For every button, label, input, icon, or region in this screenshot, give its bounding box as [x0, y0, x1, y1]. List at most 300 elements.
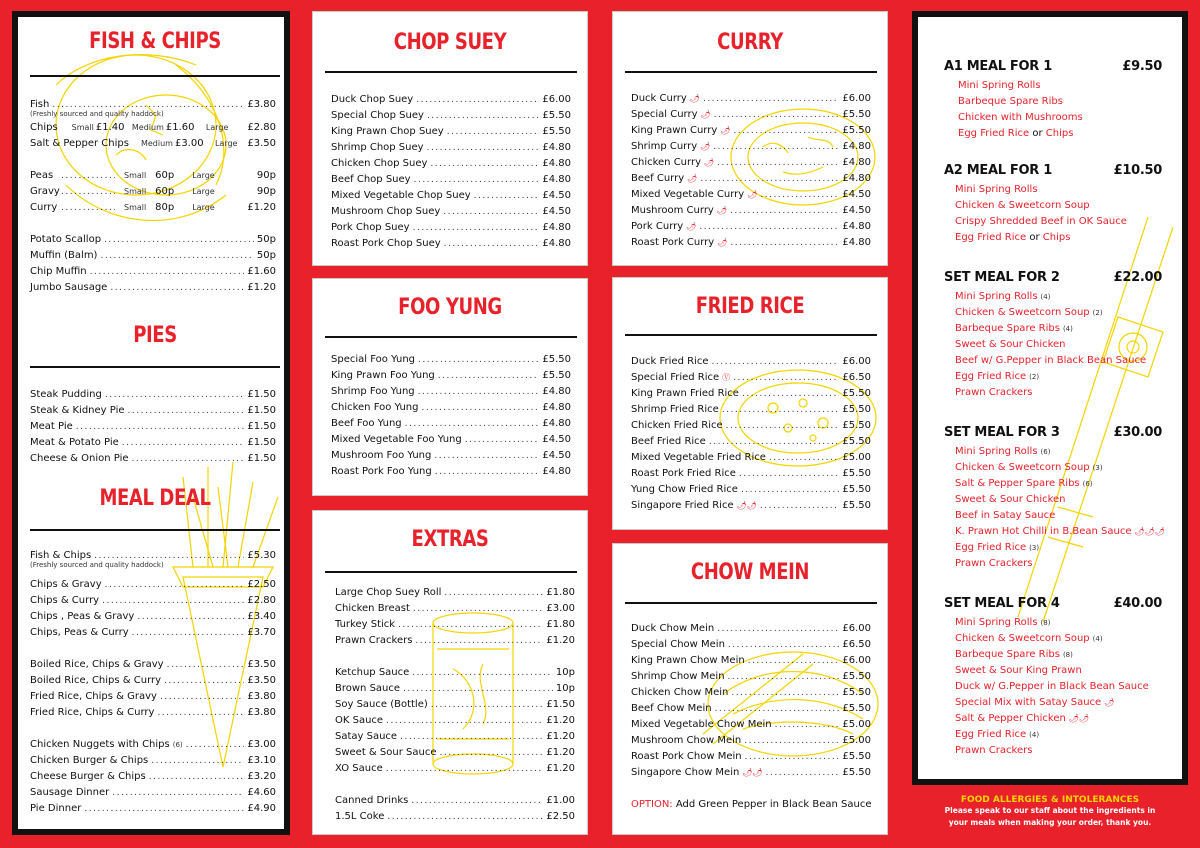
- menu-row: [331, 172, 571, 188]
- item-price: £4.80: [542, 238, 571, 249]
- item-price: £3.10: [247, 755, 276, 766]
- item-name: Shrimp Chow Mein: [631, 671, 725, 682]
- leader-dots: [151, 753, 244, 769]
- leader-dots: [157, 705, 244, 721]
- leader-dots: [90, 264, 245, 280]
- leader-dots: [137, 609, 244, 625]
- menu-row: [331, 140, 571, 156]
- pies-list: [30, 387, 276, 467]
- leader-dots: [398, 617, 543, 633]
- item-name: Duck Chop Suey: [331, 94, 414, 105]
- leader-dots: [431, 697, 544, 713]
- leader-dots: [435, 464, 540, 480]
- menu-row: [335, 681, 575, 697]
- item-name: Beef Curry: [631, 173, 685, 184]
- leader-dots: [386, 713, 543, 729]
- curry-list: [631, 91, 871, 251]
- meal-item-name: Barbeque Spare Ribs: [955, 649, 1060, 660]
- leader-dots: [444, 585, 543, 601]
- item-price: £5.00: [842, 452, 871, 463]
- item-name: Yung Chow Fried Rice: [631, 484, 738, 495]
- item-name: Fish & Chips: [30, 550, 92, 561]
- menu-row: [631, 370, 871, 386]
- leader-dots: [733, 370, 839, 386]
- item-name: Brown Sauce: [335, 683, 401, 694]
- leader-dots: [110, 280, 244, 296]
- item-name: Mushroom Chow Mein: [631, 735, 742, 746]
- item-price: £5.50: [542, 370, 571, 381]
- menu-row: [30, 120, 276, 136]
- item-price: £5.50: [842, 687, 871, 698]
- menu-row: [335, 697, 575, 713]
- item-name: Potato Scallop: [30, 234, 102, 245]
- leader-dots: [715, 701, 840, 717]
- meal-item-count: (3): [1029, 544, 1040, 552]
- item-price: £4.80: [842, 221, 871, 232]
- leader-dots: [438, 368, 540, 384]
- chop-suey-rule: [325, 71, 577, 73]
- item-name: Fried Rice, Chips & Curry: [30, 707, 155, 718]
- item-price: 90p: [256, 186, 276, 197]
- item-price: £4.50: [842, 189, 871, 200]
- item-name: Ketchup Sauce: [335, 667, 410, 678]
- menu-row: [30, 419, 276, 435]
- meal-item: [955, 385, 1162, 401]
- menu-row: [631, 653, 871, 669]
- item-name: Duck Fried Rice: [631, 356, 709, 367]
- item-price: £5.50: [842, 420, 871, 431]
- menu-row: [30, 769, 276, 785]
- leader-dots: [742, 386, 839, 402]
- menu-row: [631, 482, 871, 498]
- meal-title: A1 MEAL FOR 1: [944, 59, 1052, 74]
- choice-a: Egg Fried Rice: [958, 128, 1030, 139]
- item-name: Chips , Peas & Gravy: [30, 611, 135, 622]
- menu-row: [331, 220, 571, 236]
- menu-row: [30, 801, 276, 817]
- menu-row: [331, 156, 571, 172]
- menu-row: [30, 753, 276, 769]
- item-price: £3.00: [546, 603, 575, 614]
- meal-item-name: Mini Spring Rolls: [955, 291, 1038, 302]
- leader-dots: [415, 633, 543, 649]
- menu-row: [331, 204, 571, 220]
- item-name: Muffin (Balm): [30, 250, 98, 261]
- item-price: £5.50: [842, 484, 871, 495]
- menu-row: [631, 139, 871, 155]
- curry-rule: [625, 71, 877, 73]
- item-name: Chicken Chow Mein: [631, 687, 729, 698]
- item-name: Roast Pork Chow Mein: [631, 751, 742, 762]
- set-meal-4: [944, 596, 1162, 759]
- menu-row: [335, 729, 575, 745]
- item-price: £5.50: [842, 751, 871, 762]
- item-name: Chicken Curry: [631, 157, 701, 168]
- menu-row: [631, 733, 871, 749]
- menu-row: [631, 155, 871, 171]
- menu-row: [631, 91, 871, 107]
- item-price: £5.50: [542, 126, 571, 137]
- item-price: 50p: [256, 250, 276, 261]
- size-label: Large: [205, 123, 229, 132]
- leader-dots: [427, 108, 539, 124]
- menu-row: [331, 236, 571, 252]
- item-price: £4.80: [842, 173, 871, 184]
- leader-dots: [100, 248, 253, 264]
- item-name: Special Fried Rice: [631, 372, 720, 383]
- meal-title: SET MEAL FOR 4: [944, 596, 1060, 611]
- item-name: Beef Chop Suey: [331, 174, 411, 185]
- chow-mein-rule: [625, 602, 877, 604]
- menu-row: [30, 705, 276, 721]
- meal-deal-list: [30, 548, 276, 817]
- leader-dots: [416, 92, 539, 108]
- item-price: £6.00: [542, 94, 571, 105]
- allergy-line-1: Please speak to our staff about the ingredients in: [944, 806, 1156, 815]
- size-price: £1.40: [95, 122, 125, 133]
- menu-row: [335, 745, 575, 761]
- item-name: Duck Curry: [631, 93, 687, 104]
- fried-rice-title: FRIED RICE: [695, 294, 805, 319]
- item-name: Chips, Peas & Curry: [30, 627, 129, 638]
- item-name: King Prawn Curry: [631, 125, 718, 136]
- item-price: £1.20: [247, 202, 276, 213]
- item-name: Chip Muffin: [30, 266, 87, 277]
- item-name: Sausage Dinner: [30, 787, 110, 798]
- item-price: £1.50: [247, 437, 276, 448]
- leader-dots: [745, 749, 840, 765]
- leader-dots: [76, 419, 245, 435]
- item-name: Shrimp Curry: [631, 141, 698, 152]
- meal-item: Barbeque Spare Ribs: [958, 96, 1063, 107]
- item-price: £3.80: [247, 707, 276, 718]
- option-text: Add Green Pepper in Black Bean Sauce: [675, 799, 872, 810]
- item-price: £4.80: [842, 157, 871, 168]
- meal-item: [955, 460, 1162, 476]
- meal-item-choice: [955, 230, 1162, 246]
- allergy-line-2: your meals when making your order, thank you.: [948, 818, 1152, 827]
- chow-mein-option: [631, 799, 872, 810]
- chow-mein-list: [631, 621, 871, 781]
- leader-dots: [739, 466, 839, 482]
- item-price: £4.80: [542, 466, 571, 477]
- item-note: (Freshly sourced and quality haddock): [30, 110, 164, 118]
- leader-dots: [112, 785, 244, 801]
- item-price: £2.50: [247, 579, 276, 590]
- chow-mein-panel: [612, 543, 888, 835]
- leader-dots: [717, 155, 839, 171]
- item-price: £5.50: [842, 468, 871, 479]
- meal-item-name: Special Mix with Satay Sauce: [955, 697, 1102, 708]
- menu-row: [335, 585, 575, 601]
- leader-dots: [102, 593, 244, 609]
- leader-dots: [713, 139, 839, 155]
- item-price: £3.70: [247, 627, 276, 638]
- meal-item: [955, 476, 1162, 492]
- menu-row: [631, 669, 871, 685]
- menu-row: [335, 761, 575, 777]
- item-name: Mushroom Foo Yung: [331, 450, 432, 461]
- leader-dots: [717, 621, 839, 637]
- menu-row: [631, 621, 871, 637]
- meal-item: Mini Spring Rolls: [958, 80, 1041, 91]
- item-price: £6.00: [842, 655, 871, 666]
- item-name: Pork Chop Suey: [331, 222, 410, 233]
- chop-suey-list: [331, 92, 571, 252]
- item-price: £5.50: [842, 703, 871, 714]
- item-name: Sweet & Sour Sauce: [335, 747, 437, 758]
- chili-icon: 🌶: [686, 222, 697, 231]
- item-name: Pie Dinner: [30, 803, 82, 814]
- meal-a1: [944, 59, 1162, 142]
- item-name: Chicken Fried Rice: [631, 420, 723, 431]
- menu-row: [631, 466, 871, 482]
- item-price: £5.00: [842, 735, 871, 746]
- item-name: Mixed Vegetable Chow Mein: [631, 719, 772, 730]
- menu-row: [331, 352, 571, 368]
- item-price: £3.50: [247, 659, 276, 670]
- menu-row: [30, 451, 276, 467]
- menu-row: [631, 107, 871, 123]
- chili-icon: 🌶🌶: [742, 768, 763, 777]
- item-price: £3.40: [247, 611, 276, 622]
- menu-row: [30, 280, 276, 296]
- meal-item: [955, 743, 1162, 759]
- meal-item-name: Beef w/ G.Pepper in Black Bean Sauce: [955, 355, 1147, 366]
- item-name: Singapore Fried Rice: [631, 500, 734, 511]
- chili-icon: 🌶: [717, 238, 728, 247]
- foo-yung-list: [331, 352, 571, 480]
- item-price: £2.80: [247, 595, 276, 606]
- item-name: Beef Foo Yung: [331, 418, 402, 429]
- meal-item: [955, 369, 1162, 385]
- item-price: £1.20: [546, 763, 575, 774]
- item-price: £5.00: [842, 719, 871, 730]
- menu-row: [631, 717, 871, 733]
- item-price: £3.80: [247, 691, 276, 702]
- meal-item: [955, 305, 1162, 321]
- meal-item-count: (3): [1092, 464, 1103, 472]
- item-price: £4.90: [247, 803, 276, 814]
- meal-item: [955, 540, 1162, 556]
- meal-price: £9.50: [1122, 59, 1162, 74]
- item-price: £4.80: [542, 158, 571, 169]
- item-name: 1.5L Coke: [335, 811, 385, 822]
- leader-dots: [766, 765, 840, 781]
- leader-dots: [474, 188, 540, 204]
- item-price: £5.50: [542, 110, 571, 121]
- menu-row: [331, 368, 571, 384]
- item-price: £3.50: [247, 138, 276, 149]
- meal-item: Chicken with Mushrooms: [958, 112, 1083, 123]
- leader-dots: [84, 801, 244, 817]
- item-price: £5.50: [842, 671, 871, 682]
- leader-dots: [728, 637, 839, 653]
- chili-icon: 🌶: [704, 158, 715, 167]
- menu-row: [631, 701, 871, 717]
- item-price: £1.20: [546, 747, 575, 758]
- meal-item: Mini Spring Rolls: [955, 184, 1038, 195]
- leader-dots: [444, 236, 540, 252]
- pies-rule: [30, 366, 280, 368]
- meal-item-name: Egg Fried Rice: [955, 371, 1027, 382]
- meal-item-count: (8): [1062, 651, 1073, 659]
- leader-dots: [413, 220, 540, 236]
- leader-dots: [730, 235, 839, 251]
- meal-item: [955, 444, 1162, 460]
- menu-row: [30, 168, 276, 184]
- meal-item-name: Duck w/ G.Pepper in Black Bean Sauce: [955, 681, 1149, 692]
- item-name: Boiled Rice, Chips & Curry: [30, 675, 162, 686]
- chili-icon: 🌶: [687, 174, 698, 183]
- item-price: £5.50: [842, 500, 871, 511]
- chop-suey-title: CHOP SUEY: [393, 30, 507, 55]
- leader-dots: [61, 200, 115, 216]
- leader-dots: [400, 729, 543, 745]
- menu-row: [631, 498, 871, 514]
- item-name: Mushroom Curry: [631, 205, 714, 216]
- item-name: Cheese Burger & Chips: [30, 771, 146, 782]
- chili-icon: 🌶🌶🌶: [1134, 527, 1165, 536]
- meal-price: £30.00: [1113, 425, 1162, 440]
- leader-dots: [132, 625, 245, 641]
- item-name: King Prawn Fried Rice: [631, 388, 739, 399]
- allergy-title: FOOD ALLERGIES & INTOLERANCES: [960, 795, 1140, 805]
- item-price: £4.50: [542, 190, 571, 201]
- item-name: Canned Drinks: [335, 795, 409, 806]
- item-price: £1.50: [247, 453, 276, 464]
- item-price: £5.50: [842, 388, 871, 399]
- leader-dots: [447, 124, 540, 140]
- meal-item-name: Salt & Pepper Spare Ribs: [955, 478, 1080, 489]
- leader-dots: [439, 745, 543, 761]
- leader-dots: [760, 498, 839, 514]
- item-name: Steak & Kidney Pie: [30, 405, 125, 416]
- menu-row: [331, 92, 571, 108]
- item-price: £5.50: [542, 354, 571, 365]
- leader-dots: [769, 450, 839, 466]
- set-meals-panel: [912, 11, 1188, 785]
- size-label: Medium: [140, 139, 173, 148]
- menu-row: [331, 108, 571, 124]
- menu-row: [335, 665, 575, 681]
- item-price: £4.80: [842, 237, 871, 248]
- meal-item-count: (8): [1040, 619, 1051, 627]
- leader-dots: [418, 352, 539, 368]
- leader-dots: [700, 171, 839, 187]
- menu-row: [30, 184, 276, 200]
- leader-dots: [160, 689, 244, 705]
- menu-row: [631, 749, 871, 765]
- item-name: Beef Chow Mein: [631, 703, 712, 714]
- item-name: Pork Curry: [631, 221, 684, 232]
- menu-row: [335, 793, 575, 809]
- meal-item-count: (4): [1040, 293, 1051, 301]
- leader-dots: [412, 665, 553, 681]
- item-name: Mixed Vegetable Chop Suey: [331, 190, 471, 201]
- item-price: £1.50: [546, 699, 575, 710]
- extras-panel: [312, 510, 588, 835]
- menu-row: [335, 633, 575, 649]
- meal-item-count: (6): [1082, 480, 1093, 488]
- menu-row: [631, 386, 871, 402]
- meal-item-name: Barbeque Spare Ribs: [955, 323, 1060, 334]
- item-price: £6.00: [842, 356, 871, 367]
- leader-dots: [744, 733, 839, 749]
- menu-row: [631, 171, 871, 187]
- menu-row: [30, 387, 276, 403]
- leader-dots: [728, 669, 840, 685]
- size-label: Large: [192, 187, 215, 196]
- choice-b: Chips: [1045, 128, 1074, 139]
- pies-title: PIES: [133, 323, 177, 348]
- menu-row: [631, 765, 871, 781]
- item-price: £1.20: [247, 282, 276, 293]
- item-price: £4.80: [542, 402, 571, 413]
- leader-dots: [741, 482, 839, 498]
- menu-row: [331, 400, 571, 416]
- menu-row: [331, 448, 571, 464]
- vegetarian-icon: Ⓥ: [722, 373, 731, 382]
- meal-item-name: Chicken & Sweetcorn Soup: [955, 462, 1090, 473]
- item-name: Satay Sauce: [335, 731, 398, 742]
- item-name: King Prawn Chow Mein: [631, 655, 745, 666]
- leader-dots: [714, 107, 840, 123]
- item-price: £4.50: [842, 205, 871, 216]
- meal-item-name: Sweet & Sour Chicken: [955, 494, 1066, 505]
- item-name: Singapore Chow Mein: [631, 767, 740, 778]
- menu-row: [631, 354, 871, 370]
- foo-yung-panel: [312, 278, 588, 496]
- meal-deal-rule: [30, 529, 280, 531]
- meal-item-count: (2): [1092, 309, 1103, 317]
- extras-title: EXTRAS: [411, 527, 489, 552]
- item-price: £3.00: [247, 739, 276, 750]
- item-price: £5.50: [842, 436, 871, 447]
- menu-row: [30, 248, 276, 264]
- item-price: £1.20: [546, 635, 575, 646]
- leader-dots: [418, 384, 540, 400]
- item-price: 10p: [555, 667, 575, 678]
- meal-item-name: Sweet & Sour King Prawn: [955, 665, 1082, 676]
- menu-row: [335, 617, 575, 633]
- item-price: £4.80: [542, 142, 571, 153]
- item-price: £4.80: [542, 386, 571, 397]
- fish-chips-rule: [30, 75, 280, 77]
- item-price: £3.50: [247, 675, 276, 686]
- menu-row: [631, 418, 871, 434]
- item-price: £5.30: [247, 550, 276, 561]
- menu-row: [631, 637, 871, 653]
- item-name: Prawn Crackers: [335, 635, 413, 646]
- leader-dots: [403, 681, 553, 697]
- item-name: Fish: [30, 99, 50, 110]
- leader-dots: [703, 91, 839, 107]
- item-name: Chips & Gravy: [30, 579, 102, 590]
- menu-row: [631, 203, 871, 219]
- meal-item-name: Mini Spring Rolls: [955, 446, 1038, 457]
- menu-row: [331, 432, 571, 448]
- meal-item-count: (4): [1029, 731, 1040, 739]
- item-name: Chicken Foo Yung: [331, 402, 419, 413]
- choice-or: or: [1032, 128, 1043, 139]
- item-name: Shrimp Chop Suey: [331, 142, 424, 153]
- menu-row: [30, 689, 276, 705]
- meal-deal-title: MEAL DEAL: [99, 486, 211, 511]
- menu-row: [331, 416, 571, 432]
- menu-row: [30, 264, 276, 280]
- leader-dots: [132, 451, 245, 467]
